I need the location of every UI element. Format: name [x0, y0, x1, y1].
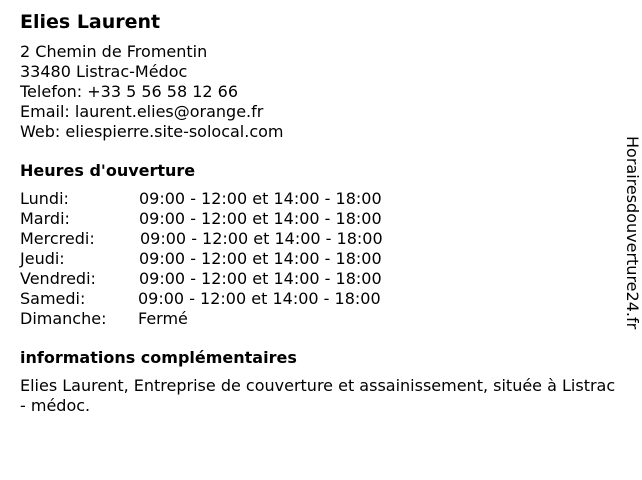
- opening-hours-table: [20, 189, 620, 329]
- additional-info-text: Elies Laurent, Entreprise de couverture et assainissement, située à Listrac- médoc.: [20, 376, 616, 415]
- business-name: Elies Laurent: [20, 11, 161, 33]
- hours-day: Mercredi:: [20, 229, 95, 248]
- hours-row-lundi: [20, 189, 620, 209]
- hours-row-mardi: [20, 209, 620, 229]
- phone-line: Telefon: +33 5 56 58 12 66: [20, 82, 239, 101]
- hours-day: Dimanche:: [20, 309, 107, 328]
- hours-row-dimanche: [20, 309, 620, 329]
- address-line-2: 33480 Listrac-Médoc: [20, 62, 188, 81]
- hours-day: Samedi:: [20, 289, 86, 308]
- opening-hours-heading: Heures d'ouverture: [20, 161, 196, 180]
- hours-row-vendredi: [20, 269, 620, 289]
- address-line-1: 2 Chemin de Fromentin: [20, 42, 208, 61]
- business-card: [20, 10, 620, 416]
- web-line: Web: eliespierre.site-solocal.com: [20, 122, 284, 141]
- additional-info-heading: informations complémentaires: [20, 348, 297, 367]
- hours-time: 09:00 - 12:00 et 14:00 - 18:00: [139, 249, 382, 268]
- hours-time: 09:00 - 12:00 et 14:00 - 18:00: [139, 269, 382, 288]
- email-line: Email: laurent.elies@orange.fr: [20, 102, 264, 121]
- hours-day: Jeudi:: [20, 249, 65, 268]
- hours-row-jeudi: [20, 249, 620, 269]
- hours-day: Lundi:: [20, 189, 69, 208]
- hours-time: 09:00 - 12:00 et 14:00 - 18:00: [139, 189, 382, 208]
- hours-day: Vendredi:: [20, 269, 96, 288]
- hours-time: 09:00 - 12:00 et 14:00 - 18:00: [140, 229, 383, 248]
- hours-time: Fermé: [138, 309, 188, 328]
- site-watermark: Horairesdouverture24.fr: [623, 136, 642, 330]
- hours-day: Mardi:: [20, 209, 70, 228]
- hours-row-samedi: [20, 289, 620, 309]
- hours-time: 09:00 - 12:00 et 14:00 - 18:00: [139, 209, 382, 228]
- hours-row-mercredi: [20, 229, 620, 249]
- hours-time: 09:00 - 12:00 et 14:00 - 18:00: [138, 289, 381, 308]
